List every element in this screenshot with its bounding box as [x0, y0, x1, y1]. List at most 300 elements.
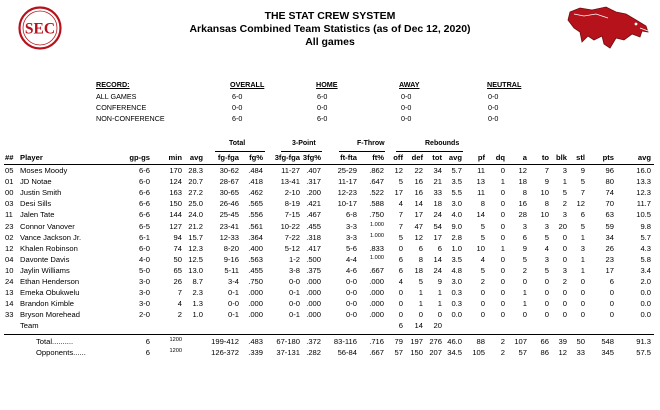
col-off: 6 [398, 265, 403, 275]
col-def: 1 [418, 299, 423, 309]
col-3fg: 67-180 [276, 336, 300, 346]
col-player: Opponents...... [36, 348, 86, 357]
record-home: 0-0 [317, 103, 328, 112]
col-off: 79 [394, 336, 403, 346]
col-pf: 0 [480, 288, 485, 298]
col-gp-gs: 6-5 [139, 221, 150, 231]
col-pf: 0 [480, 299, 485, 309]
col-gp-gs: 6 [145, 348, 150, 357]
col-stl: stl [576, 153, 585, 162]
record-away: 0-0 [401, 92, 412, 101]
col-pts: 6 [609, 277, 614, 286]
player-row [0, 244, 660, 255]
col-reb-avg: 0.3 [451, 288, 462, 298]
col-pts-avg: 13.3 [636, 177, 651, 187]
col-fg: fg-fga [217, 153, 239, 162]
col-min-avg: 25.0 [188, 199, 203, 209]
col-tot: 14 [433, 254, 442, 264]
col-min: 127 [169, 221, 182, 231]
col-player: Davonte Davis [20, 254, 70, 264]
col-fg: 9-16 [223, 254, 239, 264]
col-off: 12 [394, 166, 403, 175]
col-pts-avg: 16.0 [636, 166, 651, 175]
col-pts: 80 [605, 177, 614, 187]
record-home: 6-0 [317, 92, 328, 101]
col-dq: 0 [500, 310, 505, 320]
col-3fg: 5-12 [284, 243, 300, 253]
col-def: 8 [418, 254, 423, 264]
col-player: Ethan Henderson [20, 277, 80, 286]
col-ft-pct: .000 [369, 277, 384, 286]
col-reb-avg: 9.0 [451, 221, 462, 231]
col-3fg: 0-1 [289, 310, 300, 320]
col-gp-gs: 6-0 [139, 243, 150, 253]
col-3fg-pct: .000 [306, 310, 321, 320]
col-fg-pct: .418 [248, 177, 263, 187]
col-a: 5 [522, 254, 527, 264]
col-min-avg: 21.2 [188, 221, 203, 231]
col-3fg-pct: .407 [306, 166, 321, 175]
col-a: a [522, 153, 527, 162]
col-def: 18 [414, 265, 423, 275]
col-tot: tot [432, 153, 442, 162]
col-player: Connor Vanover [20, 221, 75, 231]
col-blk: 0 [562, 243, 567, 253]
col-fg: 8-20 [223, 243, 239, 253]
col-def: 16 [414, 188, 423, 198]
col-off: 6 [398, 254, 403, 264]
col-ft-pct: .862 [369, 166, 384, 175]
col-reb-avg: 3.0 [451, 199, 462, 209]
col-min: 4 [177, 299, 182, 309]
record-header-away: AWAY [399, 80, 420, 89]
col-ft-pct: .000 [369, 288, 384, 298]
col-tot: 1 [437, 288, 442, 298]
col-min-avg: 12.3 [188, 243, 203, 253]
col-player: Moses Moody [20, 166, 68, 175]
col-3fg: 7-22 [284, 232, 300, 242]
col-pts-avg: 0.0 [640, 288, 651, 298]
col-dq: 0 [500, 188, 505, 198]
col-reb-avg: 3.5 [451, 254, 462, 264]
col-blk: 3 [562, 210, 567, 220]
col-dq: 0 [500, 232, 505, 242]
col-3fg: 0-1 [289, 288, 300, 298]
col-to: 5 [544, 232, 549, 242]
col-fg: 28-67 [219, 177, 239, 187]
col-pts-avg: 57.5 [636, 348, 651, 357]
col-dq: 0 [500, 288, 505, 298]
col-min: 144 [169, 210, 182, 220]
group-header-rule [215, 151, 265, 152]
col-blk: 2 [562, 277, 567, 286]
col-gp-gs: gp-gs [129, 153, 150, 162]
col-min: 2 [177, 310, 182, 320]
col-pts: 59 [605, 221, 614, 231]
col-player: Jaylin Williams [20, 265, 70, 275]
group-header-freethrow: F-Throw [357, 140, 385, 147]
col-ft: 11-17 [338, 177, 357, 187]
col-3fg-pct: .317 [306, 177, 321, 187]
col-ft-pct: .522 [369, 188, 384, 198]
col-3fg: 3-8 [289, 265, 300, 275]
col-tot: 0 [437, 310, 442, 320]
record-away: 0-0 [401, 103, 412, 112]
col-fg: 0-0 [228, 299, 239, 309]
col-off: 17 [394, 188, 403, 198]
col-to: 3 [544, 254, 549, 264]
col-a: 1 [522, 288, 527, 298]
col-pts-avg: 5.8 [640, 254, 651, 264]
report-system-title: THE STAT CREW SYSTEM [264, 10, 396, 22]
col-pts: 96 [605, 166, 614, 175]
col-min: 74 [173, 243, 182, 253]
col-dq: 0 [500, 265, 505, 275]
group-header-rule [339, 151, 385, 152]
col-fg: 23-41 [219, 221, 239, 231]
col-fg: 12-33 [219, 232, 239, 242]
record-header-home: HOME [316, 80, 338, 89]
col-def: 6 [418, 243, 423, 253]
col-blk: 20 [558, 221, 567, 231]
col-pts: 34 [605, 232, 614, 242]
col-pts: 23 [605, 254, 614, 264]
col-gp-gs: 6-6 [139, 199, 150, 209]
col-3fg-pct: .421 [306, 199, 321, 209]
col-pts-avg: 4.3 [640, 243, 651, 253]
col-tot: 207 [429, 348, 442, 357]
col-blk: 0 [562, 232, 567, 242]
col-ft-pct: 1.000 [370, 232, 384, 239]
col-3fg: 2-10 [284, 188, 300, 198]
record-row-label: NON-CONFERENCE [96, 114, 165, 123]
col-pf: 105 [472, 348, 485, 357]
col-fg: 0-1 [228, 288, 239, 298]
col-ft: 6-8 [346, 210, 357, 220]
col-player: Vance Jackson Jr. [20, 232, 82, 242]
col-pts: 63 [605, 210, 614, 220]
record-header-overall: OVERALL [230, 80, 265, 89]
col-to: 8 [544, 199, 549, 209]
col-pf: 11 [477, 166, 485, 175]
col-pf: 0 [480, 310, 485, 320]
col-ft: 0-0 [346, 277, 357, 286]
col-gp-gs: 6-6 [139, 166, 150, 175]
col-player: Justin Smith [20, 188, 62, 198]
col-pts-avg: 0.0 [640, 310, 651, 320]
group-header-rebounds: Rebounds [425, 140, 460, 147]
player-row [0, 255, 660, 266]
record-away: 0-0 [401, 114, 412, 123]
group-header-rule [281, 151, 322, 152]
col-fg: 5-11 [224, 265, 239, 275]
record-header-neutral: NEUTRAL [487, 80, 522, 89]
col-blk: 0 [562, 288, 567, 298]
col-num: 24 [5, 277, 14, 286]
col-3fg: 8-19 [284, 199, 300, 209]
col-to: 4 [544, 243, 549, 253]
col-fg-pct: .339 [248, 348, 263, 357]
col-pts-avg: 12.3 [636, 188, 651, 198]
col-fg: 26-46 [219, 199, 239, 209]
col-stl: 1 [580, 232, 585, 242]
col-fg-pct: .563 [248, 254, 263, 264]
team-row [0, 321, 660, 332]
col-pts: 0 [609, 310, 614, 320]
col-dq: 2 [500, 336, 505, 346]
col-dq: 2 [500, 348, 505, 357]
player-row [0, 166, 660, 177]
col-a: 0 [522, 310, 527, 320]
col-pts-avg: 0.0 [640, 299, 651, 309]
col-ft: 12-23 [337, 188, 357, 198]
col-reb-avg: 46.0 [447, 336, 462, 346]
col-a: 8 [522, 188, 527, 198]
col-gp-gs: 3-0 [139, 299, 150, 309]
col-pts: 0 [609, 299, 614, 309]
col-min-avg: 2.3 [192, 288, 203, 298]
col-reb-avg: 3.5 [451, 177, 462, 187]
col-pts: 74 [605, 188, 614, 198]
col-3fg-pct: .455 [306, 221, 321, 231]
record-row-label: ALL GAMES [96, 92, 137, 101]
col-off: 5 [398, 232, 403, 242]
col-reb-avg: 4.8 [451, 265, 462, 275]
col-pts: 70 [605, 199, 614, 209]
col-fg-pct: .561 [248, 221, 263, 231]
col-min: 50 [173, 254, 182, 264]
col-3fg-pct: .372 [306, 336, 321, 346]
col-num: 05 [5, 166, 14, 175]
col-fg-pct: .000 [248, 299, 263, 309]
col-ft-pct: .833 [369, 243, 384, 253]
col-reb-avg: 0.0 [451, 310, 462, 320]
col-dq: 0 [500, 277, 505, 286]
record-neutral: 0-0 [488, 92, 499, 101]
col-min: 65 [173, 265, 182, 275]
col-pts: 345 [601, 348, 614, 357]
col-pts: 17 [605, 265, 614, 275]
col-min-avg: 15.7 [188, 232, 203, 242]
col-min: 1200 [169, 348, 182, 354]
player-row [0, 310, 660, 321]
col-dq: 0 [500, 199, 505, 209]
col-3fg: 0-0 [289, 277, 300, 286]
col-a: 3 [522, 221, 527, 231]
col-off: 5 [398, 177, 403, 187]
col-pf: 13 [476, 177, 485, 187]
totals-rule [4, 334, 654, 335]
player-row [0, 266, 660, 277]
col-3fg-pct: 3fg% [302, 153, 321, 162]
col-3fg-pct: .318 [306, 232, 321, 242]
col-dq: 0 [500, 254, 505, 264]
col-ft-pct: 1.000 [370, 254, 384, 261]
col-ft: 10-17 [337, 199, 357, 209]
player-row [0, 233, 660, 244]
svg-text:SEC: SEC [24, 20, 56, 38]
col-num: 02 [5, 232, 14, 242]
col-tot: 276 [429, 336, 442, 346]
col-stl: 50 [576, 336, 585, 346]
col-3fg-pct: .200 [306, 188, 321, 198]
col-min: 170 [169, 166, 182, 175]
col-gp-gs: 3-0 [139, 277, 150, 286]
col-3fg-pct: .000 [306, 288, 321, 298]
col-ft: 0-0 [346, 310, 357, 320]
col-to: 5 [544, 265, 549, 275]
col-gp-gs: 6-6 [139, 210, 150, 220]
header-rule [4, 164, 654, 165]
col-reb-avg: 3.0 [451, 277, 462, 286]
col-fg-pct: .400 [248, 243, 263, 253]
col-fg-pct: .484 [248, 166, 263, 175]
col-min-avg: 8.7 [192, 277, 203, 286]
col-fg-pct: .000 [248, 310, 263, 320]
col-def: 14 [414, 199, 423, 209]
col-blk: 0 [562, 310, 567, 320]
col-reb-avg: 4.0 [451, 210, 462, 220]
col-to: 66 [540, 336, 549, 346]
col-pf: 11 [477, 188, 485, 198]
col-reb-avg: 2.8 [451, 232, 462, 242]
col-ft-pct: .000 [369, 299, 384, 309]
col-off: 0 [398, 288, 403, 298]
col-num: 01 [5, 177, 14, 187]
col-dq: 0 [500, 210, 505, 220]
group-header-rule [396, 151, 463, 152]
col-blk: 1 [562, 177, 567, 187]
col-a: 16 [518, 199, 527, 209]
col-3fg: 37-131 [276, 348, 300, 357]
column-header-row [0, 153, 660, 164]
col-a: 28 [518, 210, 527, 220]
col-def: 150 [410, 348, 423, 357]
col-tot: 20 [433, 321, 442, 331]
col-3fg: 10-22 [280, 221, 300, 231]
col-pts-avg: avg [637, 153, 651, 162]
col-gp-gs: 6-0 [139, 177, 150, 187]
col-to: to [541, 153, 549, 162]
col-reb-avg: 5.5 [451, 188, 462, 198]
col-3fg-pct: .375 [306, 265, 321, 275]
col-pts: pts [602, 153, 614, 162]
col-ft-pct: .667 [369, 348, 384, 357]
col-off: 4 [398, 277, 403, 286]
col-pts-avg: 11.7 [636, 199, 651, 209]
col-dq: dq [495, 153, 505, 162]
col-min-avg: 1.3 [192, 299, 203, 309]
col-blk: blk [556, 153, 567, 162]
col-ft-pct: .647 [369, 177, 384, 187]
opponents-total-row [0, 348, 660, 359]
col-dq: 0 [500, 221, 505, 231]
col-min: 26 [173, 277, 182, 286]
col-def: 16 [414, 177, 423, 187]
col-a: 57 [518, 348, 527, 357]
col-to: 86 [540, 348, 549, 357]
col-pf: 5 [480, 221, 485, 231]
col-min: 124 [169, 177, 182, 187]
col-pf: 5 [480, 265, 485, 275]
col-player: JD Notae [20, 177, 52, 187]
col-ft: 3-3 [346, 221, 357, 231]
col-min: 150 [169, 199, 182, 209]
record-overall: 0-0 [232, 103, 243, 112]
col-3fg: 7-15 [284, 210, 300, 220]
col-gp-gs: 3-0 [139, 288, 150, 298]
col-min-avg: avg [189, 153, 203, 162]
col-fg-pct: .455 [248, 265, 263, 275]
col-fg-pct: .750 [248, 277, 263, 286]
col-3fg-pct: .000 [306, 277, 321, 286]
col-player: Khalen Robinson [20, 243, 78, 253]
col-pf: 88 [476, 336, 485, 346]
col-off: 4 [398, 199, 403, 209]
record-neutral: 0-0 [488, 103, 499, 112]
col-ft-pct: .588 [369, 199, 384, 209]
col-ft: 5-6 [346, 243, 357, 253]
col-to: 0 [544, 277, 549, 286]
col-ft-pct: .716 [369, 336, 384, 346]
col-min: 7 [177, 288, 182, 298]
col-reb-avg: avg [448, 153, 462, 162]
col-pts: 548 [601, 336, 614, 346]
col-stl: 33 [576, 348, 585, 357]
col-player: Jalen Tate [20, 210, 55, 220]
col-fg: 0-1 [228, 310, 239, 320]
col-fg: 126-372 [211, 348, 239, 357]
col-tot: 6 [437, 243, 442, 253]
player-row [0, 222, 660, 233]
col-dq: 0 [500, 166, 505, 175]
col-min-avg: 12.5 [188, 254, 203, 264]
col-to: 0 [544, 288, 549, 298]
player-row [0, 177, 660, 188]
col-stl: 5 [580, 177, 585, 187]
col-gp-gs: 6-1 [139, 232, 150, 242]
col-fg-pct: .565 [248, 199, 263, 209]
col-a: 12 [518, 166, 527, 175]
col-stl: 3 [580, 243, 585, 253]
player-row [0, 288, 660, 299]
col-to: 0 [544, 299, 549, 309]
col-ft: 4-6 [346, 265, 357, 275]
col-dq: 0 [500, 299, 505, 309]
col-to: 0 [544, 310, 549, 320]
col-fg-pct: .556 [248, 210, 263, 220]
col-fg-pct: .000 [248, 288, 263, 298]
col-num: 13 [5, 288, 14, 298]
col-min: 163 [169, 188, 182, 198]
col-pf: 14 [476, 210, 485, 220]
group-header-total: Total [229, 140, 246, 147]
record-header-label: RECORD: [96, 80, 130, 89]
col-to: 3 [544, 221, 549, 231]
col-a: 6 [522, 232, 527, 242]
col-blk: 5 [562, 188, 567, 198]
col-to: 7 [544, 166, 549, 175]
col-min-avg: 13.0 [188, 265, 203, 275]
col-a: 2 [522, 265, 527, 275]
col-stl: 9 [580, 166, 585, 175]
col-blk: 2 [562, 199, 567, 209]
group-header-3point: 3-Point [292, 140, 316, 147]
col-off: 7 [398, 221, 403, 231]
col-num: 23 [5, 221, 14, 231]
col-3fg-pct: .282 [306, 348, 321, 357]
col-num: 00 [5, 188, 14, 198]
